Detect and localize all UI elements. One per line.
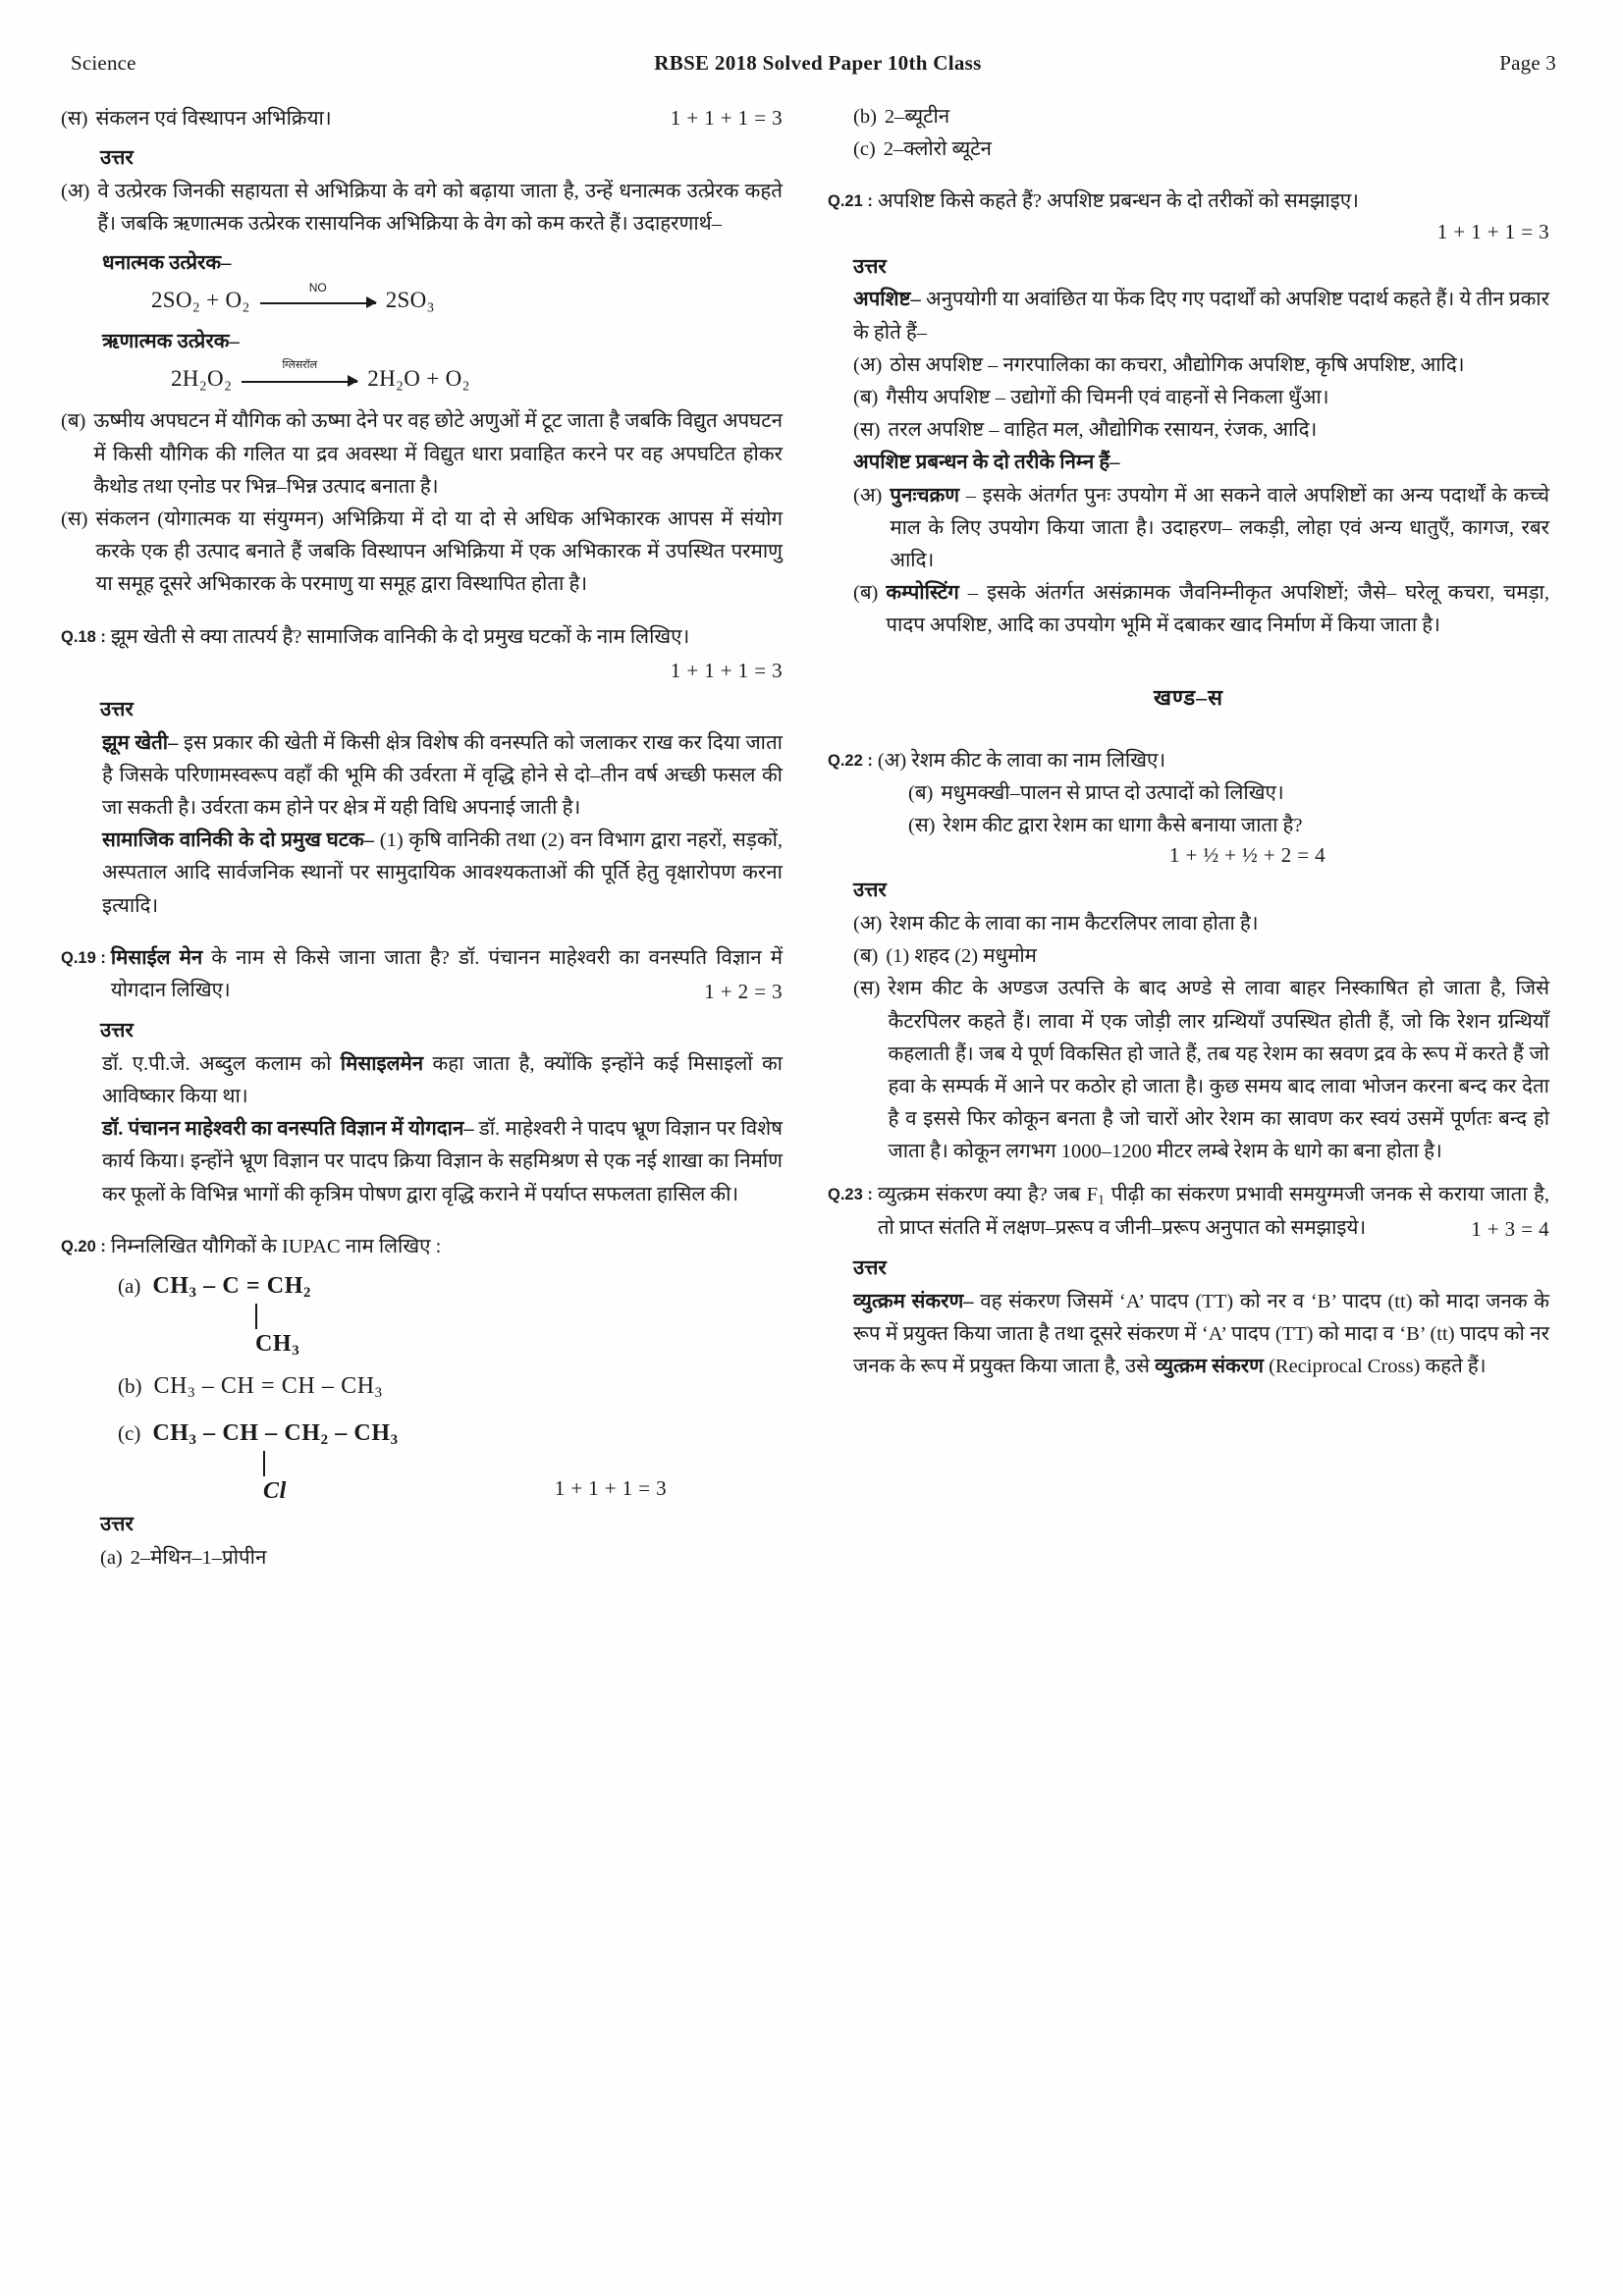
waste-methods-heading: अपशिष्ट प्रबन्धन के दो तरीके निम्न हैं– [853,452,1120,474]
q17-answer-s [61,504,783,602]
q22-part-s-text: रेशम कीट द्वारा रेशम का धागा कैसे बनाया जाता है? [943,815,1303,837]
waste-method-recycling-body [890,480,1549,578]
q20-answer-b-text: 2–ब्यूटीन [884,106,950,128]
waste-method-recycling [828,480,1549,578]
q22-answer-s-marker: (स) [853,978,881,1000]
q21-answer-heading: उत्तर [853,255,887,278]
q19-question-rest: के नाम से किसे जाना जाता है? डॉ. पंचानन माहेश्वरी का वनस्पति विज्ञान में योगदान लिखिए। [110,946,783,1002]
reaction-2-reactants: 2H₂O₂ [171,366,233,392]
q22-part-s-marker: (स) [908,815,936,837]
waste-method-composting-term: कम्पोस्टिंग [886,582,959,605]
structure-b-label: (b) [118,1374,142,1399]
reaction-2-condition: ग्लिसरॉल [282,359,318,372]
q22-answer-heading: उत्तर [853,880,887,902]
left-column [61,101,783,1575]
page-title: RBSE 2018 Solved Paper 10th Class [654,51,982,75]
q20-answer-c-text: 2–क्लोरो ब्यूटेन [883,138,992,161]
reaction-1-condition: NO [308,281,327,295]
question-18 [61,621,783,687]
q23-generation-subscript: 1 [1097,1193,1106,1208]
structure-a-chain: $CH_3 - C = CH_2$ [152,1273,312,1302]
reaction-arrow-icon-2 [242,359,357,394]
q20-answer-heading: उत्तर [100,1513,134,1535]
q19-answer-para-2 [61,1113,783,1211]
waste-type-solid-text: ठोस अपशिष्ट – नगरपालिका का कचरा, औद्योगिक अपशिष्ट, कृषि अपशिष्ट, आदि। [890,353,1465,376]
q22-answer-s [828,973,1549,1168]
waste-type-gas-text: गैसीय अपशिष्ट – उद्योगों की चिमनी एवं वाहनों से निकला धुँआ। [886,387,1329,409]
question-20 [61,1231,783,1263]
waste-type-gas [828,382,1549,414]
q21-question-text: अपशिष्ट किसे कहते हैं? अपशिष्ट प्रबन्धन के दो तरीकों को समझाइए। [877,190,1359,213]
waste-type-solid [828,349,1549,382]
q17-answer-a-text: वे उत्प्रेरक जिनकी सहायता से अभिक्रिया के वगे को बढ़ाया जाता है, उन्हें धनात्मक उत्प्रेरक कहते हैं। जबकि ऋणात्मक उत्प्रेरक रासायनिक अभिक्रिया के वेग को कम करते हैं। उदाहरणार्थ– [97,181,783,236]
waste-type-gas-marker: (ब) [853,387,879,409]
structure-a-bond-icon [255,1302,783,1331]
structure-c-chain: $CH_3$ – CH – $CH_2 - CH_3$ [152,1419,399,1448]
q20-answer-a-text: 2–मेथिन–1–प्रोपीन [130,1546,267,1569]
waste-type-solid-marker: (अ) [853,353,883,376]
q18-answer-term-2: सामाजिक वानिकी के दो प्रमुख घटक– [102,829,375,852]
waste-method-recycling-marker: (अ) [853,484,883,507]
structure-b-chain: $CH_3$ – CH = CH – $CH_3$ [153,1373,383,1402]
reaction-1-products: 2SO₃ [385,288,435,313]
q19-answer-body-2: डॉ. माहेश्वरी ने पादप भ्रूण विज्ञान पर विशेष कार्य किया। इन्होंने भ्रूण विज्ञान पर पादप क्रिया विज्ञान के सहमिश्रण से एक नई शाखा का निर्माण कर फूलों के विभिन्न भागों की कृत्रिम पोषण द्वारा वृद्धि कराने में पर्याप्त सफलता हासिल की। [102,1118,783,1205]
waste-method-composting-text: – इसके अंतर्गत असंक्रामक जैवनिम्नीकृत अपशिष्टों; जैसे– घरेलू कचरा, चमड़ा, पादप अपशिष्ट, आदि का उपयोग भूमि में दबाकर खाद निर्माण में किया जाता है। [886,582,1549,637]
reaction-positive-catalyst [61,281,783,315]
waste-method-recycling-text: – इसके अंतर्गत पुनः उपयोग में आ सकने वाले अपशिष्टों का अन्य पदार्थों के कच्चे माल के लिए उपयोग किया जाता है। उदाहरण– लकड़ी, लोहा एवं अन्य धातुएँ, कागज, रबर आदि। [890,484,1549,572]
q23-answer-para [828,1286,1549,1384]
reaction-1-reactants: 2SO₂ + O₂ [151,288,250,313]
q22-part-a [878,745,1549,777]
q18-answer-body: इस प्रकार की खेती में किसी क्षेत्र विशेष की वनस्पति को जलाकर राख कर दिया जाता है जिसके परिणामस्वरूप वहाँ की भूमि की उर्वरता में वृद्धि होने से दो–तीन वर्ष अच्छी फसल की जा सकती है। उर्वरता कम होने पर क्षेत्र में यही विधि अपनाई जाती है। [102,731,783,820]
structure-a-branch: $CH_3$ [255,1331,300,1360]
q17-item-s-text: संकलन एवं विस्थापन अभिक्रिया। [95,108,332,130]
two-column-body [61,101,1564,1575]
page-header [61,51,1564,76]
q23-answer-term-2: व्युत्क्रम संकरण [1155,1355,1264,1377]
structure-c-label: (c) [118,1420,141,1445]
q23-question-body [878,1179,1549,1246]
q22-part-b [828,777,1549,810]
positive-catalyst-heading: धनात्मक उत्प्रेरक– [102,252,232,275]
q19-answer-para-1 [61,1048,783,1113]
q19-answer-term-2: डॉ. पंचानन माहेश्वरी का वनस्पति विज्ञान में योगदान– [102,1118,474,1141]
q22-part-a-marker: (अ) [877,749,907,772]
header-subject: Science [71,51,136,75]
q23-answer-heading: उत्तर [853,1256,887,1279]
q18-answer-para-2 [61,825,783,923]
section-heading-khand-sa: खण्ड–स [1153,684,1224,710]
waste-type-liquid-marker: (स) [853,419,881,442]
q21-tag: Q.21 : [828,192,873,211]
q21-marks: 1 + 1 + 1 = 3 [1436,219,1549,243]
structure-c [61,1420,783,1505]
q23-answer-term: व्युत्क्रम संकरण– [853,1290,974,1312]
q19-text [111,942,783,1008]
q20-answer-a [61,1542,783,1575]
q22-answer-a-text: रेशम कीट के लावा का नाम कैटरलिपर लावा होता है। [890,913,1259,935]
question-22 [828,745,1549,777]
structure-c-branch: Cl [263,1477,287,1504]
q18-answer-heading: उत्तर [100,698,134,721]
q20-question-text: निम्नलिखित यौगिकों के IUPAC नाम लिखिए : [110,1235,442,1257]
q19-answer-bold: मिसाइलमेन [340,1052,424,1075]
q18-answer-body-2: (1) कृषि वानिकी तथा (2) वन विभाग द्वारा नहरों, सड़कों, अस्पताल आदि सार्वजनिक स्थानों पर सामुदायिक आवश्यकताओं की पूर्ति हेतु वृक्षारोपण करना इत्यादि। [102,829,784,917]
q19-answer-pre: डॉ. ए.पी.जे. अब्दुल कलाम को [102,1052,341,1075]
q22-answer-b [828,940,1549,973]
q17-item-s-marker: (स) [61,108,88,130]
q18-question-text: झूम खेती से क्या तात्पर्य है? सामाजिक वानिकी के दो प्रमुख घटकों के नाम लिखिए। [110,625,690,648]
q17-answer-s-text: संकलन (योगात्मक या संयुग्मन) अभिक्रिया में दो या दो से अधिक अभिकारक आपस में संयोग करके एक ही उत्पाद बनाते हैं जबकि विस्थापन अभिक्रिया में एक अभिकारक में उपस्थित परमाणु या समूह दूसरे अभिकारक के परमाणु या समूह द्वारा विस्थापित होता है। [95,508,783,596]
reaction-arrow-icon [260,281,376,315]
q23-answer-tail: (Reciprocal Cross) कहते हैं। [1263,1355,1487,1377]
question-19 [61,942,783,1008]
q20-answer-a-label: (a) [100,1546,123,1569]
q17-answer-a-marker: (अ) [61,181,90,202]
q21-answer-term: अपशिष्ट– [853,289,921,311]
q17-item-s-marks: 1 + 1 + 1 = 3 [670,106,783,130]
waste-method-recycling-term: पुनःचक्रण [890,484,960,507]
q23-answer-body: वह संकरण जिसमें ‘A’ पादप (TT) को नर व ‘B’ पादप (tt) को मादा जनक के रूप में प्रयुक्त किया जाता है तथा दूसरे संकरण में ‘A’ पादप (TT) को मादा व ‘B’ (tt) पादप को नर जनक के रूप में प्रयुक्त किया जाता है, उसे [853,1290,1549,1377]
q23-tag: Q.23 : [828,1185,873,1203]
right-column [828,101,1549,1383]
q22-answer-s-text: रेशम कीट के अण्डज उत्पत्ति के बाद अण्डे से लावा बाहर निस्काषित हो जाता है, जिसे कैटरपिलर कहते हैं। लावा में एक जोड़ी लार ग्रन्थियाँ उपस्थित होती हैं, जो कि रेशन ग्रन्थियाँ कहलाती हैं। जब ये पूर्ण विकसित हो जाते हैं, तब यह रेशम का स्रवण द्रव के रूप में करते हैं जो हवा के सम्पर्क में आने पर कठोर हो जाता है। कुछ समय बाद लावा भोजन करना बन्द कर देता है व इससे फिर कोकून बनता है जो चारों ओर रेशम का स्रावण कर स्वयं उसमें पूर्णतः बन्द हो जाता है। कोकून लगभग 1000–1200 मीटर लम्बे रेशम के धागे का बना होता है। [888,978,1549,1163]
negative-catalyst-heading: ऋणात्मक उत्प्रेरक– [102,331,240,353]
q21-answer-para [828,284,1549,348]
q18-tag: Q.18 : [61,627,106,646]
q22-part-b-text: मधुमक्खी–पालन से प्राप्त दो उत्पादों को लिखिए। [941,781,1284,804]
q19-answer-post: कहा जाता है, क्योंकि इन्होंने कई मिसाइलों का आविष्कार किया था। [102,1052,783,1108]
q17-answer-heading: उत्तर [100,147,134,170]
q20-marks: 1 + 1 + 1 = 3 [554,1475,667,1500]
page-number: Page 3 [1499,51,1556,75]
q23-marks: 1 + 3 = 4 [1471,1216,1549,1241]
q22-part-s [828,810,1549,842]
reaction-negative-catalyst [61,359,783,394]
q17-answer-b-text: ऊष्मीय अपघटन में यौगिक को ऊष्मा देने पर वह छोटे अणुओं में टूट जाता है जबकि विद्युत अपघटन में किसी यौगिक की गलित या द्रव अवस्था में विद्युत धारा प्रवाहित करने पर वह अपघटित होकर कैथोड तथा एनोड पर भिन्न–भिन्न उत्पाद बनाता है। [93,410,783,498]
q23-question-pre: व्युत्क्रम संकरण क्या है? जब F [877,1183,1098,1205]
q23-question-post: पीढ़ी का संकरण प्रभावी समयुग्मजी जनक से कराया जाता है, तो प्राप्त संतति में लक्षण–प्ररूप व जीनी–प्ररूप अनुपात को समझाइये। [877,1183,1549,1239]
waste-type-liquid-text: तरल अपशिष्ट – वाहित मल, औद्योगिक रसायन, रंजक, आदि। [888,419,1318,442]
q20-answer-b [828,101,1549,133]
q22-part-b-marker: (ब) [908,781,934,804]
q21-answer-body: अनुपयोगी या अवांछित या फेंक दिए गए पदार्थों को अपशिष्ट पदार्थ कहते हैं। ये तीन प्रकार के होते हैं– [853,289,1550,344]
q18-marks: 1 + 1 + 1 = 3 [670,658,783,682]
structure-b [61,1373,783,1402]
q17-answer-a [61,176,783,240]
q19-question-term: मिसाईल मेन [110,946,203,969]
q20-answer-b-label: (b) [853,106,877,128]
q17-item-s [61,101,783,135]
q19-answer-heading: उत्तर [100,1020,134,1042]
reaction-2-products: 2H₂O + O₂ [367,366,470,392]
structure-a [61,1273,783,1360]
q19-tag: Q.19 : [61,948,106,967]
q22-answer-a [828,908,1549,940]
waste-method-composting-body [886,577,1549,642]
q22-answer-a-marker: (अ) [853,913,883,935]
q22-answer-b-text: (1) शहद (2) मधुमोम [886,945,1037,968]
question-23 [828,1179,1549,1246]
q22-answer-b-marker: (ब) [853,945,879,968]
q22-marks: 1 + ½ + ½ + 2 = 4 [1168,843,1326,868]
q22-tag: Q.22 : [828,751,873,770]
q20-answer-c [828,133,1549,166]
waste-method-composting [828,577,1549,642]
structure-c-bond-icon [263,1449,783,1478]
q22-part-a-text: रेशम कीट के लावा का नाम लिखिए। [911,749,1166,772]
q17-answer-s-marker: (स) [61,508,88,531]
q20-tag: Q.20 : [61,1237,106,1255]
q17-answer-b-marker: (ब) [61,410,86,433]
waste-type-liquid [828,414,1549,447]
q18-answer-term: झूम खेती– [102,731,179,754]
q18-answer-para-1 [61,727,783,826]
waste-method-composting-marker: (ब) [853,582,879,605]
q18-text [111,621,783,687]
question-21 [828,186,1549,218]
q19-marks: 1 + 2 = 3 [704,980,783,1004]
q17-answer-b [61,405,783,504]
q20-answer-c-label: (c) [853,138,876,161]
structure-a-label: (a) [118,1274,141,1299]
